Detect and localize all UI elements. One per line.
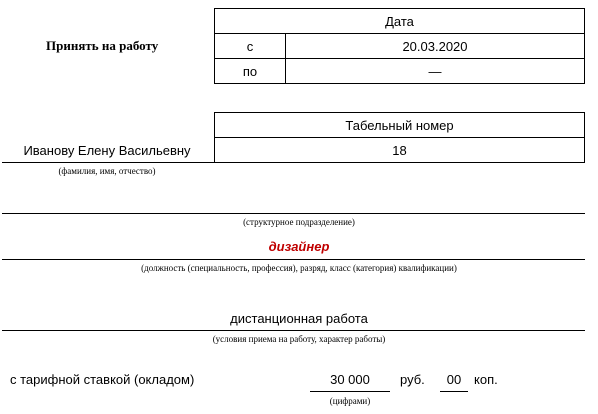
salary-rub-label: руб. [400,372,425,387]
tab-number-table [214,112,585,163]
date-from-label: с [215,34,286,59]
department-underline [2,213,585,214]
salary-rub-underline [310,391,390,392]
position-value[interactable]: дизайнер [268,239,330,254]
salary-kop-label: коп. [474,372,498,387]
position-caption: (должность (специальность, профессия), разряд, класс (категория) квалификации) [141,263,457,273]
conditions-underline [2,330,585,331]
date-to-label: по [215,59,286,84]
order-title: Принять на работу [46,38,159,53]
employee-name[interactable]: Иванову Елену Васильевну [23,143,191,158]
dates-table [214,8,585,84]
salary-kop-underline [440,391,468,392]
date-to-value[interactable]: — [286,59,585,84]
employee-name-underline [2,162,214,163]
salary-caption: (цифрами) [329,396,371,406]
employee-name-caption: (фамилия, имя, отчество) [58,166,156,176]
dates-header: Дата [215,9,585,34]
conditions-value[interactable]: дистанционная работа [230,311,368,326]
tab-number-value[interactable]: 18 [215,138,585,163]
salary-kop-value[interactable]: 00 [446,372,462,387]
salary-rub-value[interactable]: 30 000 [330,372,370,387]
date-from-value[interactable]: 20.03.2020 [286,34,585,59]
salary-label: с тарифной ставкой (окладом) [10,372,195,387]
position-underline [2,259,585,260]
department-caption: (структурное подразделение) [243,217,355,227]
tab-number-header: Табельный номер [215,113,585,138]
conditions-caption: (условия приема на работу, характер работы) [212,334,386,344]
